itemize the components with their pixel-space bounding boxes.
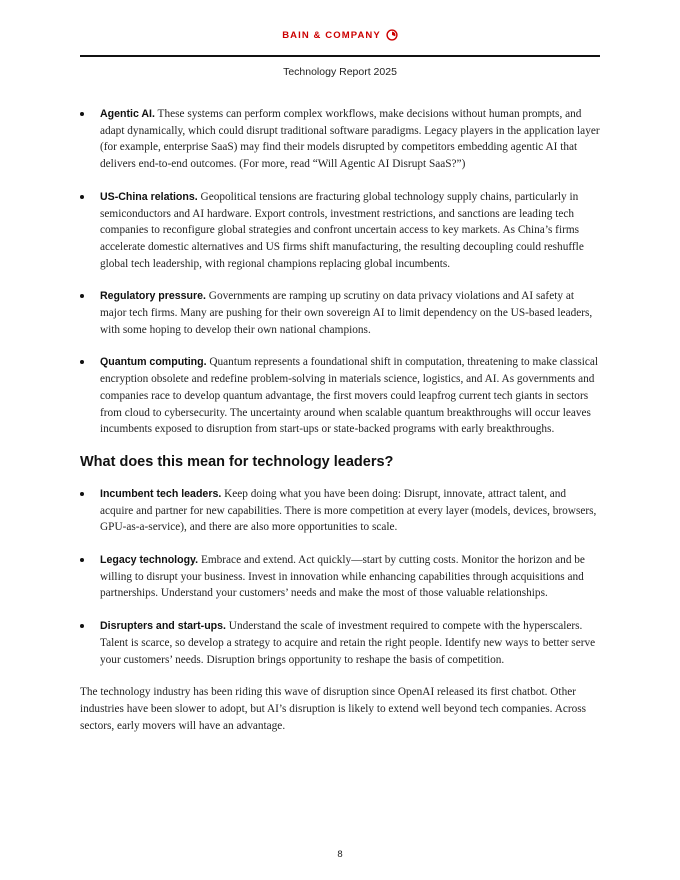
bullet-text: Keep doing what you have been doing: Disrupt, innovate, attract talent, and acquire and partner for new capabilities. There is more competition at every layer (models, devices, browsers, GPU-as-a-service), and there are also more opportunities to scale.	[100, 487, 597, 534]
bullet-icon	[80, 112, 84, 116]
bullet-text: These systems can perform complex workflows, make decisions without human prompts, and adapt dynamically, which could disrupt traditional software paradigms. Legacy players in the application layer (for example, enterprise SaaS) may find their models disrupted by competitors embedding agentic AI that delivers end-to-end outcomes. (For more, read “Will Agentic AI Disrupt SaaS?”)	[100, 108, 600, 171]
list-item	[80, 552, 602, 602]
brand-header	[0, 29, 680, 41]
bullet-lead: Incumbent tech leaders.	[100, 487, 222, 500]
bullet-lead: US-China relations.	[100, 190, 198, 203]
list-item	[80, 618, 602, 668]
list-item	[80, 106, 602, 173]
closing-paragraph: The technology industry has been riding this wave of disruption since OpenAI released its first chatbot. Other industries have been slower to adopt, but AI’s disruption is likely to extend well beyond tech companies. Across sectors, early movers will have an advantage.	[80, 686, 587, 732]
section-heading: What does this mean for technology leaders?	[80, 453, 394, 470]
list-item	[80, 189, 602, 273]
bullet-lead: Agentic AI.	[100, 108, 155, 120]
bullet-lead: Regulatory pressure.	[100, 290, 206, 303]
recommendations-list	[80, 486, 602, 668]
report-title: Technology Report 2025	[283, 66, 397, 78]
bullet-icon	[80, 360, 84, 364]
bullet-icon	[80, 294, 84, 298]
bullet-icon	[80, 492, 84, 496]
bullet-lead: Disrupters and start-ups.	[100, 620, 226, 633]
bullet-icon	[80, 558, 84, 562]
bullet-text: Geopolitical tensions are fracturing global technology supply chains, particularly in semiconductors and AI hardware. Export controls, investment restrictions, and sanctions are leading tech companies to reconfigure global strategies and confront uncertain access to key markets. As China’s firms accelerate domestic alternatives and US firms shift manufacturing, the resulting decoupling could reshuffle global tech leadership, with regional champions replacing global incumbents.	[100, 190, 584, 270]
brand-name: BAIN & COMPANY	[282, 29, 381, 41]
bullet-lead: Legacy technology.	[100, 554, 199, 567]
bain-clock-logo-icon	[386, 29, 398, 41]
bullet-icon	[80, 624, 84, 628]
bullet-text: Governments are ramping up scrutiny on data privacy violations and AI safety at major tech firms. Many are pushing for their own sovereign AI to limit dependency on the US-based leaders, with some hoping to develop their own national champions.	[100, 290, 593, 336]
header-rule	[80, 55, 600, 57]
list-item	[80, 486, 602, 536]
bullet-icon	[80, 195, 84, 199]
bullet-text: Understand the scale of investment required to compete with the hyperscalers. Talent is scarce, so develop a strategy to acquire and retain the right people. Identify new ways to better serve your customers’ needs. Disruption brings opportunity to reshape the basis of competition.	[100, 620, 596, 666]
bullet-text: Embrace and extend. Act quickly—start by cutting costs. Monitor the horizon and be willing to disrupt your business. Invest in innovation while enhancing capabilities through acquisitions and partnerships. Understand your customers’ needs and make the most of those valuable relationships.	[100, 554, 585, 600]
list-item	[80, 354, 602, 438]
page-content	[80, 106, 602, 734]
page-number: 8	[337, 849, 343, 860]
bullet-text: Quantum represents a foundational shift in computation, threatening to make classical encryption obsolete and redefine problem-solving in materials science, logistics, and AI. As governments and companies race to develop quantum advantage, the first movers could leapfrog current tech giants in sectors from cloud to cybersecurity. The uncertainty around when scalable quantum breakthroughs will occur leaves incumbents exposed to disruption from start-ups or state-backed programs with early breakthroughs.	[100, 356, 599, 436]
list-item	[80, 288, 602, 338]
trends-list	[80, 106, 602, 438]
bullet-lead: Quantum computing.	[100, 356, 207, 369]
